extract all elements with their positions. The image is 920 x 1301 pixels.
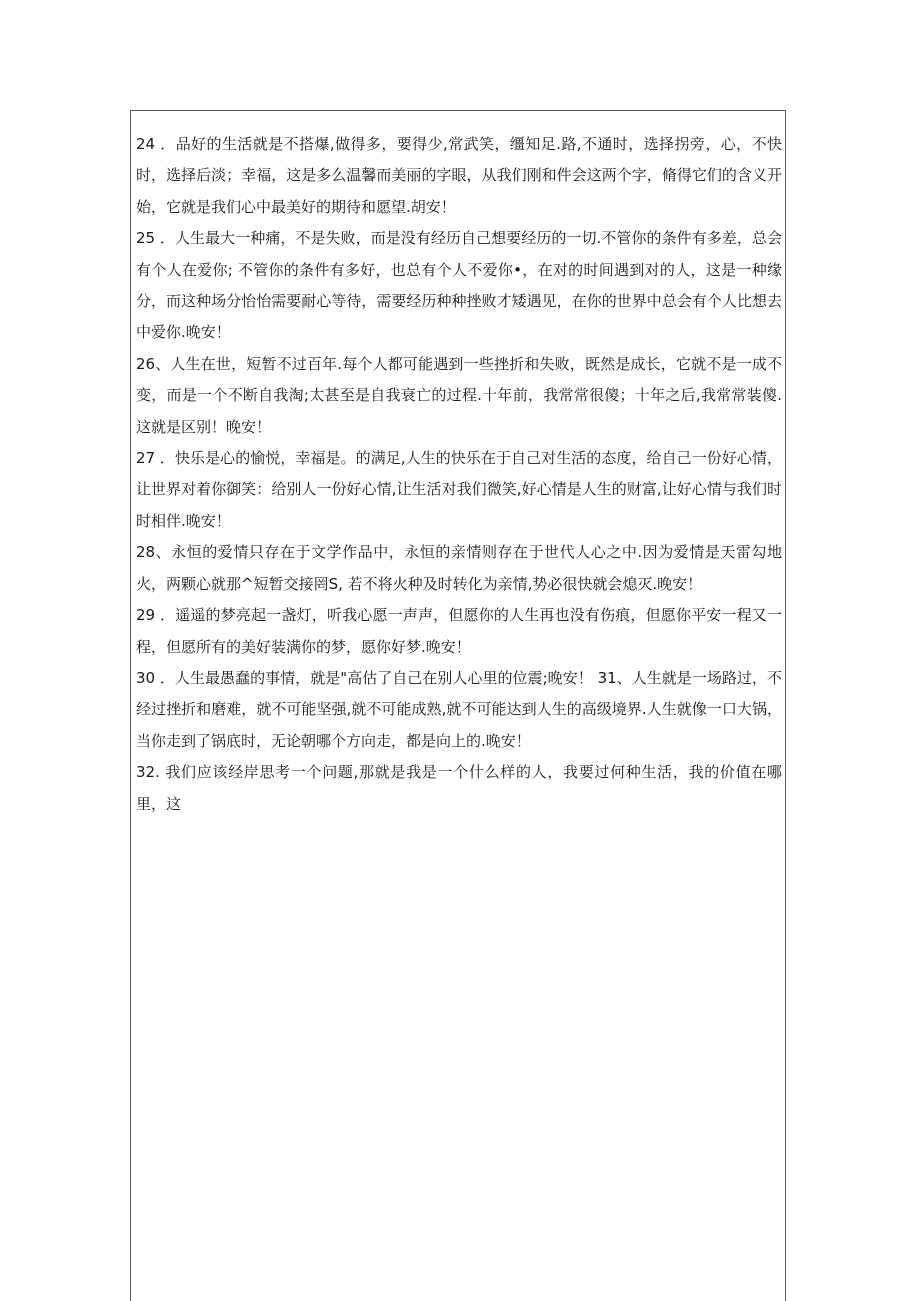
- paragraph-25: 25 ．人生最大一种痛，不是失败，而是没有经历自己想要经历的一切.不管你的条件有多差，总会有个人在爱你; 不管你的条件有多好，也总有个人不爱你•，在对的时间遇到对的人，这是一种缘分，而这种场分怡怡需要耐心等待，需要经历种种挫败才矮遇见，在你的世界中总会有个人比想去中爱你.晚安！: [136, 229, 782, 342]
- paragraph-24: 24 ．品好的生活就是不搭爆,做得多，要得少,常武笑，缰知足.路,不通时，选择拐旁，心，不快时，选择后淡；幸福，这是多么温馨而美丽的字眼，从我们刚和件会这两个字，脩得它们的含义开始，它就是我们心中最美好的期待和愿望.胡安！: [136, 135, 782, 216]
- paragraph-30-31: 30 ．人生最愚蠢的事情，就是"高估了自己在别人心里的位震;晚安！ 31、人生就是一场路过，不经过挫折和磨难，就不可能坚强,就不可能成熟,就不可能达到人生的高级境界.人生就像一口大锅，当你走到了锅底时，无论朝哪个方向走，都是向上的.晚安！: [136, 668, 782, 750]
- paragraph-29: 29 ．遥遥的梦亮起一盏灯，听我心愿一声声，但愿你的人生再也没有伤痕，但愿你平安一程又一程，但愿所有的美好装满你的梦，愿你好梦.晚安！: [136, 606, 782, 656]
- paragraph-32: 32. 我们应该经岸思考一个问题,那就是我是一个什么样的人，我要过何种生活，我的价值在哪里，这: [136, 763, 782, 813]
- paragraph-27: 27 ．快乐是心的愉悦，幸福是。的满足,人生的快乐在于自己对生活的态度，给自己一份好心情，让世界对着你御笑：给别人一份好心情,让生活对我们微笑,好心情是人生的财富,让好心情与我们时时相伴.晚安！: [136, 449, 782, 530]
- document-body: [136, 129, 782, 820]
- paragraph-26: 26、人生在世，短暂不过百年.每个人都可能遇到一些挫折和失败，既然是成长，它就不是一成不变，而是一个不断自我淘;太甚至是自我衰亡的过程.十年前，我常常很傻；十年之后,我常常装傻.这就是区别！晚安！: [136, 354, 782, 436]
- paragraph-28: 28、永恒的爱情只存在于文学作品中，永恒的亲情则存在于世代人心之中.因为爱情是天雷勾地火，两颗心就那^短暂交接罔S, 若不将火种及时转化为亲情,势必很快就会熄灭.晚安！: [136, 543, 782, 593]
